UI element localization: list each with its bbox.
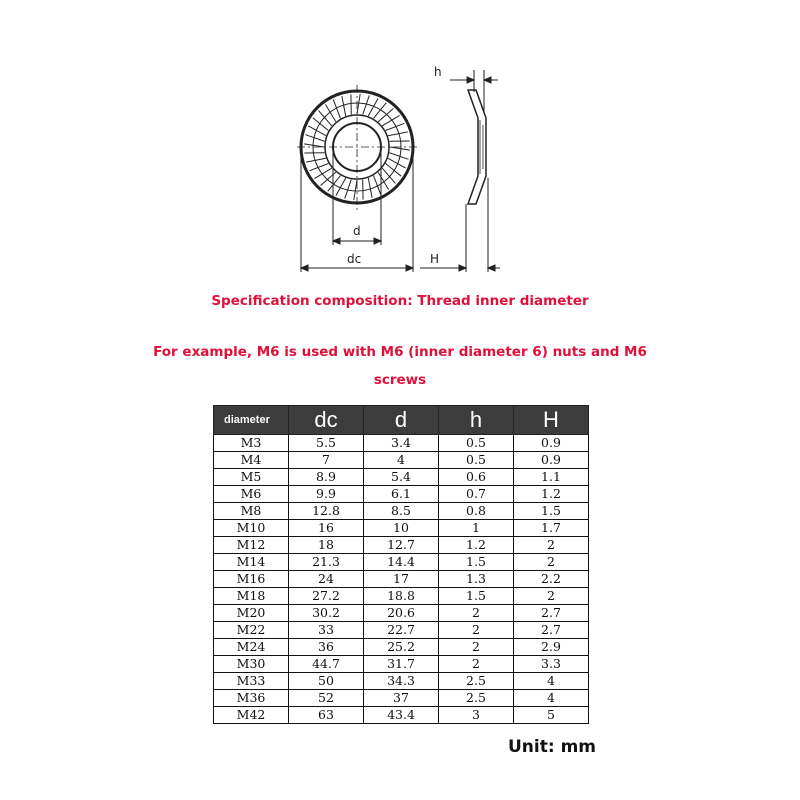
serration-tooth	[342, 96, 346, 116]
table-cell: 37	[364, 690, 439, 707]
header-dc: dc	[289, 406, 364, 435]
table-cell: M20	[214, 605, 289, 622]
table-cell: 17	[364, 571, 439, 588]
table-cell: 2	[439, 639, 514, 656]
table-cell: 5.5	[289, 435, 364, 452]
spec-caption: Specification composition: Thread inner diameter	[211, 293, 589, 309]
serration-tooth	[378, 172, 388, 189]
table-cell: M36	[214, 690, 289, 707]
table-cell: 1.2	[514, 486, 589, 503]
table-cell: 27.2	[289, 588, 364, 605]
table-cell: 2.5	[439, 673, 514, 690]
table-cell: M30	[214, 656, 289, 673]
table-row	[214, 435, 589, 452]
table-cell: 0.6	[439, 469, 514, 486]
table-row	[214, 656, 589, 673]
table-row	[214, 469, 589, 486]
table-cell: 50	[289, 673, 364, 690]
table-cell: 0.5	[439, 435, 514, 452]
example-caption-line1: For example, M6 is used with M6 (inner diameter 6) nuts and M6	[153, 344, 647, 360]
table-cell: 2	[439, 605, 514, 622]
table-cell: 16	[289, 520, 364, 537]
header-diameter: diameter	[214, 406, 289, 435]
table-cell: 18	[289, 537, 364, 554]
serration-tooth	[388, 132, 408, 136]
table-cell: 2.9	[514, 639, 589, 656]
serration-tooth	[357, 94, 360, 114]
table-cell: 1.5	[439, 554, 514, 571]
table-cell: 21.3	[289, 554, 364, 571]
table-cell: 1.7	[514, 520, 589, 537]
table-cell: M42	[214, 707, 289, 724]
table-cell: 0.7	[439, 486, 514, 503]
table-cell: 2	[514, 588, 589, 605]
table-cell: M18	[214, 588, 289, 605]
table-cell: 2.7	[514, 605, 589, 622]
table-row	[214, 707, 589, 724]
spec-table	[213, 405, 589, 724]
table-cell: 4	[514, 690, 589, 707]
serration-tooth	[314, 168, 331, 178]
table-cell: M24	[214, 639, 289, 656]
table-row	[214, 486, 589, 503]
label-d: d	[353, 224, 361, 238]
table-cell: 52	[289, 690, 364, 707]
table-cell: 14.4	[364, 554, 439, 571]
table-row	[214, 520, 589, 537]
serration-tooth	[304, 144, 324, 147]
washer-side-view	[468, 90, 486, 204]
table-cell: 2	[514, 554, 589, 571]
table-cell: 1.1	[514, 469, 589, 486]
table-cell: 1.2	[439, 537, 514, 554]
table-cell: 43.4	[364, 707, 439, 724]
header-H: H	[514, 406, 589, 435]
label-H: H	[430, 252, 440, 266]
table-cell: 0.9	[514, 435, 589, 452]
table-cell: M16	[214, 571, 289, 588]
table-cell: M33	[214, 673, 289, 690]
washer-technical-drawing	[285, 55, 515, 285]
label-dc: dc	[347, 252, 362, 266]
table-cell: M4	[214, 452, 289, 469]
table-cell: 36	[289, 639, 364, 656]
table-cell: 2	[514, 537, 589, 554]
table-cell: 10	[364, 520, 439, 537]
table-cell: 9.9	[289, 486, 364, 503]
table-cell: 22.7	[364, 622, 439, 639]
table-cell: 2	[439, 656, 514, 673]
table-cell: 2.2	[514, 571, 589, 588]
table-cell: 0.5	[439, 452, 514, 469]
table-row	[214, 605, 589, 622]
serration-tooth	[325, 104, 335, 121]
table-row	[214, 690, 589, 707]
table-cell: M5	[214, 469, 289, 486]
table-cell: 31.7	[364, 656, 439, 673]
table-cell: 2.5	[439, 690, 514, 707]
table-cell: 8.5	[364, 503, 439, 520]
header-h: h	[439, 406, 514, 435]
table-cell: 5	[514, 707, 589, 724]
table-cell: 3.3	[514, 656, 589, 673]
label-h: h	[434, 65, 442, 79]
table-cell: 1	[439, 520, 514, 537]
table-cell: M6	[214, 486, 289, 503]
table-header-row	[214, 406, 589, 435]
table-row	[214, 537, 589, 554]
table-cell: 24	[289, 571, 364, 588]
table-cell: 8.9	[289, 469, 364, 486]
table-cell: 44.7	[289, 656, 364, 673]
example-caption-line2: screws	[373, 372, 427, 388]
table-row	[214, 639, 589, 656]
table-cell: 30.2	[289, 605, 364, 622]
table-row	[214, 452, 589, 469]
table-cell: 1.5	[514, 503, 589, 520]
table-cell: M3	[214, 435, 289, 452]
table-row	[214, 622, 589, 639]
table-cell: 7	[289, 452, 364, 469]
table-cell: 63	[289, 707, 364, 724]
table-cell: 20.6	[364, 605, 439, 622]
table-cell: 3.4	[364, 435, 439, 452]
table-cell: 34.3	[364, 673, 439, 690]
table-cell: 5.4	[364, 469, 439, 486]
table-cell: M12	[214, 537, 289, 554]
table-row	[214, 503, 589, 520]
table-cell: 2	[439, 622, 514, 639]
table-cell: 4	[364, 452, 439, 469]
table-row	[214, 571, 589, 588]
table-cell: M10	[214, 520, 289, 537]
table-cell: 3	[439, 707, 514, 724]
table-row	[214, 673, 589, 690]
unit-label: Unit: mm	[508, 737, 597, 757]
table-cell: 2.7	[514, 622, 589, 639]
table-cell: 0.9	[514, 452, 589, 469]
serration-tooth	[306, 158, 326, 162]
table-cell: 25.2	[364, 639, 439, 656]
serration-tooth	[354, 180, 357, 200]
table-cell: M8	[214, 503, 289, 520]
table-cell: 4	[514, 673, 589, 690]
table-cell: 6.1	[364, 486, 439, 503]
serration-tooth	[368, 178, 372, 198]
table-cell: 12.8	[289, 503, 364, 520]
table-cell: 0.8	[439, 503, 514, 520]
table-cell: 12.7	[364, 537, 439, 554]
table-cell: 33	[289, 622, 364, 639]
table-cell: 18.8	[364, 588, 439, 605]
table-row	[214, 554, 589, 571]
table-cell: M14	[214, 554, 289, 571]
serration-tooth	[390, 147, 410, 150]
table-cell: M22	[214, 622, 289, 639]
serration-tooth	[382, 115, 399, 125]
table-cell: 1.5	[439, 588, 514, 605]
table-cell: 1.3	[439, 571, 514, 588]
table-row	[214, 588, 589, 605]
header-d: d	[364, 406, 439, 435]
